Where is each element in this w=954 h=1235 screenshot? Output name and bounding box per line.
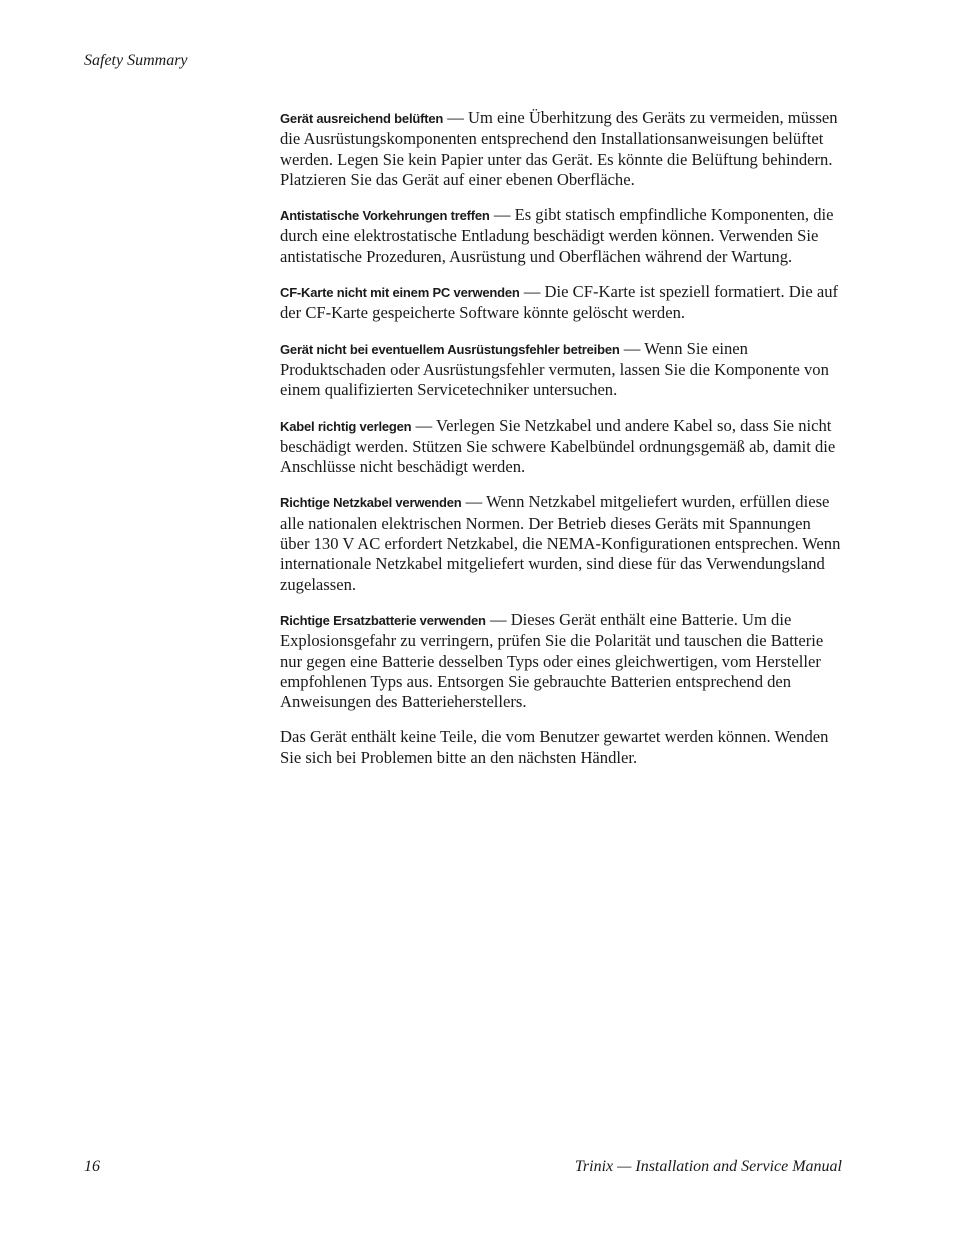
paragraph-text: — Wenn Sie einen Produktschaden oder Ausrüstungsfehler vermuten, lassen Sie die Komponente von einem qualifizierten Servicetechniker untersuchen.	[280, 338, 829, 400]
paragraph-battery	[280, 610, 842, 712]
manual-title: Trinix — Installation and Service Manual	[574, 1158, 842, 1175]
paragraph-term: Gerät ausreichend belüften	[280, 111, 444, 126]
paragraph-term: CF-Karte nicht mit einem PC verwenden	[280, 285, 520, 301]
paragraph-cf-card	[280, 282, 842, 324]
paragraph-text: — Dieses Gerät enthält eine Batterie. Um die Explosionsgefahr zu verringern, prüfen Sie die Polarität und tauschen die Batterie nur gegen eine Batterie desselben Typs oder eines gleichwertigen, vom Hersteller empfohlenen Typs aus. Entsorgen Sie gebrauchte Batterien entsprechend den Anweisungen des Batterieherstellers.	[280, 609, 824, 712]
paragraph-ventilation	[280, 108, 842, 190]
safety-content	[280, 108, 842, 768]
paragraph-term: Richtige Netzkabel verwenden	[280, 495, 462, 511]
running-header: Safety Summary	[84, 52, 188, 69]
paragraph-equipment-fault	[280, 339, 842, 401]
paragraph-text: — Verlegen Sie Netzkabel und andere Kabel so, dass Sie nicht beschädigt werden. Stützen Sie schwere Kabelbündel ordnungsgemäß ab, damit die Anschlüsse nicht beschädigt werden.	[280, 415, 836, 477]
paragraph-antistatic	[280, 205, 842, 267]
paragraph-text: — Wenn Netzkabel mitgeliefert wurden, erfüllen diese alle nationalen elektrischen Normen. Der Betrieb dieses Geräts mit Spannungen über 130 V AC erfordert Netzkabel, die NEMA-Konfigurationen entsprechen. Wenn internationale Netzkabel mitgeliefert wurden, sind diese für das Verwendungsland zugelassen.	[280, 492, 841, 594]
paragraph-term: Kabel richtig verlegen	[280, 418, 412, 434]
paragraph-closing: Das Gerät enthält keine Teile, die vom Benutzer gewartet werden können. Wenden Sie sich bei Problemen bitte an den nächsten Händler.	[280, 727, 829, 767]
paragraph-term: Richtige Ersatzbatterie verwenden	[280, 612, 486, 628]
paragraph-text: — Um eine Überhitzung des Geräts zu vermeiden, müssen die Ausrüstungskomponenten entsprechend den Installationsanweisungen belüftet werden. Legen Sie kein Papier unter das Gerät. Es könnte die Belüftung behindern. Platzieren Sie das Gerät auf einer ebenen Oberfläche.	[280, 108, 838, 189]
paragraph-power-cords	[280, 492, 842, 594]
paragraph-term: Gerät nicht bei eventuellem Ausrüstungsfehler betreiben	[280, 341, 620, 357]
paragraph-cable-routing	[280, 416, 842, 478]
page-number: 16	[84, 1158, 100, 1175]
paragraph-text: — Die CF-Karte ist speziell formatiert. Die auf der CF-Karte gespeicherte Software könnte gelöscht werden.	[280, 282, 839, 323]
paragraph-text: — Es gibt statisch empfindliche Komponenten, die durch eine elektrostatische Entladung beschädigt werden können. Verwenden Sie antistatische Prozeduren, Ausrüstung und Oberflächen während der Wartung.	[280, 205, 834, 266]
paragraph-term: Antistatische Vorkehrungen treffen	[280, 208, 490, 224]
